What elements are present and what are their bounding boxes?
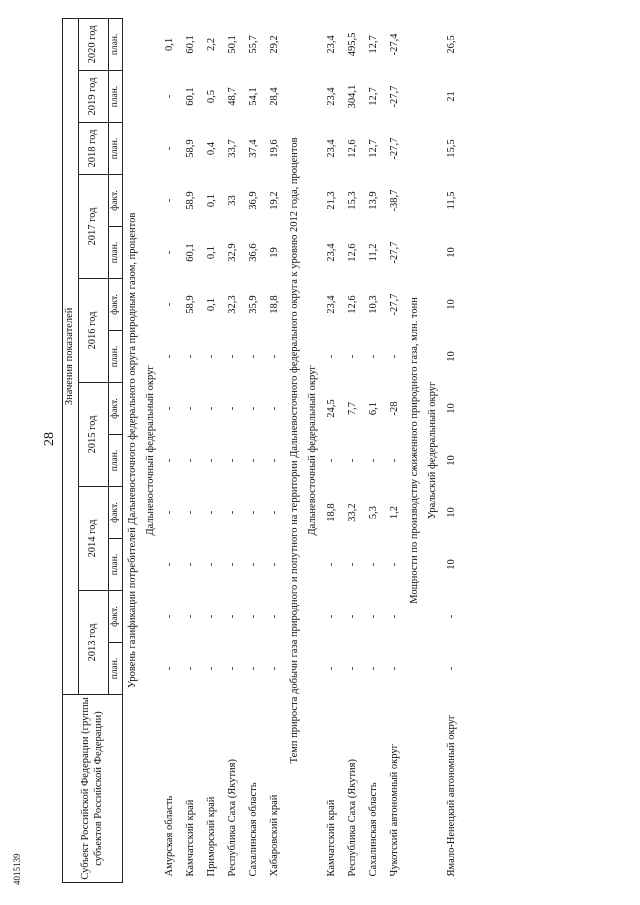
value-cell: 32,9 bbox=[226, 243, 238, 262]
value-cell: - bbox=[445, 666, 457, 671]
region-name: Приморский край bbox=[205, 796, 217, 877]
region-name: Амурская область bbox=[163, 795, 175, 877]
value-cell: - bbox=[184, 406, 196, 411]
value-cell: - bbox=[388, 666, 400, 671]
value-cell: 33 bbox=[226, 195, 238, 206]
table-row bbox=[201, 18, 222, 882]
value-cell: 23,4 bbox=[325, 35, 337, 54]
value-cell: 58,9 bbox=[184, 139, 196, 158]
value-cell: - bbox=[205, 354, 217, 359]
region-name: Республика Саха (Якутия) bbox=[226, 759, 238, 877]
table-row bbox=[441, 18, 462, 882]
plan-header: план. bbox=[109, 18, 123, 70]
value-cell: - bbox=[163, 146, 175, 151]
year-header: 2013 год bbox=[79, 591, 109, 695]
value-cell: 23,4 bbox=[325, 87, 337, 106]
subject-column-header: Субъект Российской Федерации (группы субъектов Российской Федерации) bbox=[63, 695, 123, 883]
value-cell: - bbox=[346, 458, 358, 463]
table-row bbox=[264, 18, 285, 882]
region-name: Хабаровский край bbox=[268, 794, 280, 877]
table-row bbox=[180, 18, 201, 882]
table-row bbox=[159, 18, 180, 882]
value-cell: - bbox=[163, 94, 175, 99]
value-cell: 18,8 bbox=[268, 295, 280, 314]
value-cell: - bbox=[325, 354, 337, 359]
table-row bbox=[243, 18, 264, 882]
value-cell: - bbox=[163, 406, 175, 411]
value-cell: - bbox=[346, 562, 358, 567]
value-cell: 0,5 bbox=[205, 89, 217, 104]
value-cell: 36,6 bbox=[247, 243, 259, 262]
value-cell: - bbox=[184, 666, 196, 671]
year-header: 2014 год bbox=[79, 487, 109, 591]
value-cell: 35,9 bbox=[247, 295, 259, 314]
value-cell: 54,1 bbox=[247, 87, 259, 106]
year-header: 2017 год bbox=[79, 175, 109, 279]
value-cell: - bbox=[367, 354, 379, 359]
value-cell: 11,5 bbox=[445, 191, 457, 210]
value-cell: 0,4 bbox=[205, 141, 217, 156]
value-cell: - bbox=[163, 614, 175, 619]
value-cell: 21 bbox=[445, 91, 457, 102]
value-cell: - bbox=[226, 458, 238, 463]
value-cell: -28 bbox=[388, 401, 400, 416]
rotated-table-page bbox=[62, 18, 632, 883]
fact-header: факт. bbox=[109, 279, 123, 331]
value-cell: 18,8 bbox=[325, 503, 337, 522]
value-cell: 1,2 bbox=[388, 505, 400, 520]
value-cell: - bbox=[247, 510, 259, 515]
value-cell: -27,7 bbox=[388, 293, 400, 316]
value-cell: - bbox=[163, 562, 175, 567]
value-cell: 36,9 bbox=[247, 191, 259, 210]
value-cell: 28,4 bbox=[268, 87, 280, 106]
value-cell: 10 bbox=[445, 299, 457, 310]
year-header: 2019 год bbox=[79, 71, 109, 123]
value-cell: 6,1 bbox=[367, 401, 379, 416]
value-cell: - bbox=[268, 458, 280, 463]
section-title-row bbox=[405, 18, 423, 882]
section-title: Темп прироста добычи газа природного и попутного на территории Дальневосточного федерального округа к уровню 2012 года, процентов bbox=[289, 137, 301, 764]
value-cell: - bbox=[163, 250, 175, 255]
value-cell: 19,6 bbox=[268, 139, 280, 158]
value-cell: - bbox=[268, 406, 280, 411]
value-cell: - bbox=[247, 666, 259, 671]
value-cell: 13,9 bbox=[367, 191, 379, 210]
value-cell: - bbox=[325, 666, 337, 671]
value-cell: 7,7 bbox=[346, 401, 358, 416]
value-cell: 10 bbox=[445, 507, 457, 518]
indicators-table bbox=[62, 18, 462, 883]
value-cell: - bbox=[163, 302, 175, 307]
plan-header: план. bbox=[109, 123, 123, 175]
value-cell: 10 bbox=[445, 403, 457, 414]
value-cell: - bbox=[205, 666, 217, 671]
value-cell: - bbox=[163, 354, 175, 359]
value-cell: 10 bbox=[445, 559, 457, 570]
value-cell: -27,7 bbox=[388, 85, 400, 108]
value-cell: 10,3 bbox=[367, 295, 379, 314]
value-cell: 11,2 bbox=[367, 243, 379, 262]
table-row bbox=[222, 18, 243, 882]
value-cell: - bbox=[247, 458, 259, 463]
value-cell: 12,7 bbox=[367, 87, 379, 106]
value-cell: 58,9 bbox=[184, 295, 196, 314]
value-cell: - bbox=[367, 666, 379, 671]
group-title-row bbox=[303, 18, 321, 882]
table-row bbox=[384, 18, 405, 882]
district-title: Уральский федеральный округ bbox=[427, 381, 439, 520]
value-cell: - bbox=[226, 406, 238, 411]
value-cell: 60,1 bbox=[184, 243, 196, 262]
year-header: 2015 год bbox=[79, 383, 109, 487]
region-name: Республика Саха (Якутия) bbox=[346, 759, 358, 877]
year-header: 2016 год bbox=[79, 279, 109, 383]
value-cell: 23,4 bbox=[325, 295, 337, 314]
value-cell: 50,1 bbox=[226, 35, 238, 54]
value-cell: 60,1 bbox=[184, 87, 196, 106]
plan-header: план. bbox=[109, 435, 123, 487]
value-cell: 0,1 bbox=[163, 37, 175, 51]
value-cell: - bbox=[226, 354, 238, 359]
value-cell: - bbox=[205, 510, 217, 515]
value-cell: 48,7 bbox=[226, 87, 238, 106]
values-header: Значения показателей bbox=[63, 18, 79, 694]
value-cell: - bbox=[388, 614, 400, 619]
year-header: 2020 год bbox=[79, 18, 109, 70]
value-cell: - bbox=[184, 614, 196, 619]
value-cell: - bbox=[247, 562, 259, 567]
value-cell: 12,6 bbox=[346, 243, 358, 262]
plan-header: план. bbox=[109, 71, 123, 123]
value-cell: 10 bbox=[445, 247, 457, 258]
region-name: Камчатский край bbox=[184, 799, 196, 877]
section-title-row bbox=[123, 18, 142, 882]
section-title: Уровень газификации потребителей Дальневосточного федерального округа природным газом, процентов bbox=[127, 212, 138, 689]
table-row bbox=[321, 18, 342, 882]
region-name: Сахалинская область bbox=[247, 782, 259, 877]
value-cell: 0,1 bbox=[205, 245, 217, 260]
value-cell: - bbox=[388, 354, 400, 359]
value-cell: - bbox=[268, 354, 280, 359]
value-cell: 55,7 bbox=[247, 35, 259, 54]
value-cell: - bbox=[247, 406, 259, 411]
value-cell: 10 bbox=[445, 351, 457, 362]
value-cell: - bbox=[184, 354, 196, 359]
value-cell: 0,1 bbox=[205, 297, 217, 312]
plan-header: план. bbox=[109, 539, 123, 591]
plan-header: план. bbox=[109, 643, 123, 695]
value-cell: - bbox=[346, 666, 358, 671]
value-cell: - bbox=[184, 510, 196, 515]
value-cell: 29,2 bbox=[268, 35, 280, 54]
value-cell: 12,7 bbox=[367, 139, 379, 158]
value-cell: 33,2 bbox=[346, 503, 358, 522]
value-cell: - bbox=[346, 614, 358, 619]
region-name: Камчатский край bbox=[325, 799, 337, 877]
plan-header: план. bbox=[109, 227, 123, 279]
year-header: 2018 год bbox=[79, 123, 109, 175]
group-title-row bbox=[141, 18, 159, 882]
district-title: Дальневосточный федеральный округ bbox=[145, 365, 157, 536]
value-cell: 12,6 bbox=[346, 295, 358, 314]
value-cell: 24,5 bbox=[325, 399, 337, 418]
value-cell: - bbox=[367, 614, 379, 619]
value-cell: - bbox=[205, 458, 217, 463]
value-cell: - bbox=[388, 562, 400, 567]
value-cell: -27,7 bbox=[388, 241, 400, 264]
value-cell: 19,2 bbox=[268, 191, 280, 210]
page-number: 28 bbox=[42, 432, 57, 446]
value-cell: - bbox=[445, 614, 457, 619]
value-cell: - bbox=[205, 562, 217, 567]
value-cell: -27,7 bbox=[388, 137, 400, 160]
value-cell: 5,3 bbox=[367, 505, 379, 520]
value-cell: - bbox=[205, 614, 217, 619]
value-cell: - bbox=[367, 458, 379, 463]
value-cell: 33,7 bbox=[226, 139, 238, 158]
value-cell: 10 bbox=[445, 455, 457, 466]
value-cell: 23,4 bbox=[325, 243, 337, 262]
value-cell: 12,7 bbox=[367, 35, 379, 54]
fact-header: факт. bbox=[109, 175, 123, 227]
value-cell: - bbox=[226, 666, 238, 671]
value-cell: 37,4 bbox=[247, 139, 259, 158]
value-cell: 15,3 bbox=[346, 191, 358, 210]
district-title: Дальневосточный федеральный округ bbox=[307, 365, 319, 536]
value-cell: - bbox=[367, 562, 379, 567]
fact-header: факт. bbox=[109, 383, 123, 435]
value-cell: - bbox=[247, 614, 259, 619]
region-name: Чукотский автономный округ bbox=[388, 744, 400, 877]
value-cell: 23,4 bbox=[325, 139, 337, 158]
table-row bbox=[342, 18, 363, 882]
value-cell: 19 bbox=[268, 247, 280, 258]
value-cell: - bbox=[163, 666, 175, 671]
value-cell: 2,2 bbox=[205, 37, 217, 51]
value-cell: 12,6 bbox=[346, 139, 358, 158]
value-cell: - bbox=[163, 510, 175, 515]
group-title-row bbox=[423, 18, 441, 882]
value-cell: - bbox=[226, 614, 238, 619]
value-cell: - bbox=[268, 614, 280, 619]
value-cell: 15,5 bbox=[445, 139, 457, 158]
value-cell: - bbox=[325, 562, 337, 567]
value-cell: 21,3 bbox=[325, 191, 337, 210]
value-cell: - bbox=[325, 458, 337, 463]
region-name: Сахалинская область bbox=[367, 782, 379, 877]
section-title: Мощности по производству сжиженного природного газа, млн. тонн bbox=[409, 297, 421, 604]
value-cell: - bbox=[184, 562, 196, 567]
value-cell: - bbox=[268, 666, 280, 671]
fact-header: факт. bbox=[109, 487, 123, 539]
region-name: Ямало-Ненецкий автономный округ bbox=[445, 714, 457, 877]
fact-header: факт. bbox=[109, 591, 123, 643]
plan-header: план. bbox=[109, 331, 123, 383]
value-cell: - bbox=[346, 354, 358, 359]
value-cell: - bbox=[388, 458, 400, 463]
value-cell: - bbox=[247, 354, 259, 359]
value-cell: 26,5 bbox=[445, 35, 457, 54]
value-cell: - bbox=[268, 510, 280, 515]
table-row bbox=[363, 18, 384, 882]
value-cell: 495,5 bbox=[346, 32, 358, 57]
value-cell: -27,4 bbox=[388, 33, 400, 56]
value-cell: - bbox=[163, 458, 175, 463]
value-cell: 60,1 bbox=[184, 35, 196, 54]
value-cell: - bbox=[205, 406, 217, 411]
value-cell: 58,9 bbox=[184, 191, 196, 210]
value-cell: -38,7 bbox=[388, 189, 400, 212]
value-cell: - bbox=[226, 562, 238, 567]
value-cell: - bbox=[184, 458, 196, 463]
value-cell: 0,1 bbox=[205, 193, 217, 208]
value-cell: 304,1 bbox=[346, 84, 358, 109]
document-code: 4015139 bbox=[12, 853, 22, 885]
value-cell: - bbox=[163, 198, 175, 203]
value-cell: 32,3 bbox=[226, 295, 238, 314]
value-cell: - bbox=[268, 562, 280, 567]
value-cell: - bbox=[226, 510, 238, 515]
section-title-row bbox=[285, 18, 303, 882]
table-body bbox=[123, 18, 463, 882]
value-cell: - bbox=[325, 614, 337, 619]
